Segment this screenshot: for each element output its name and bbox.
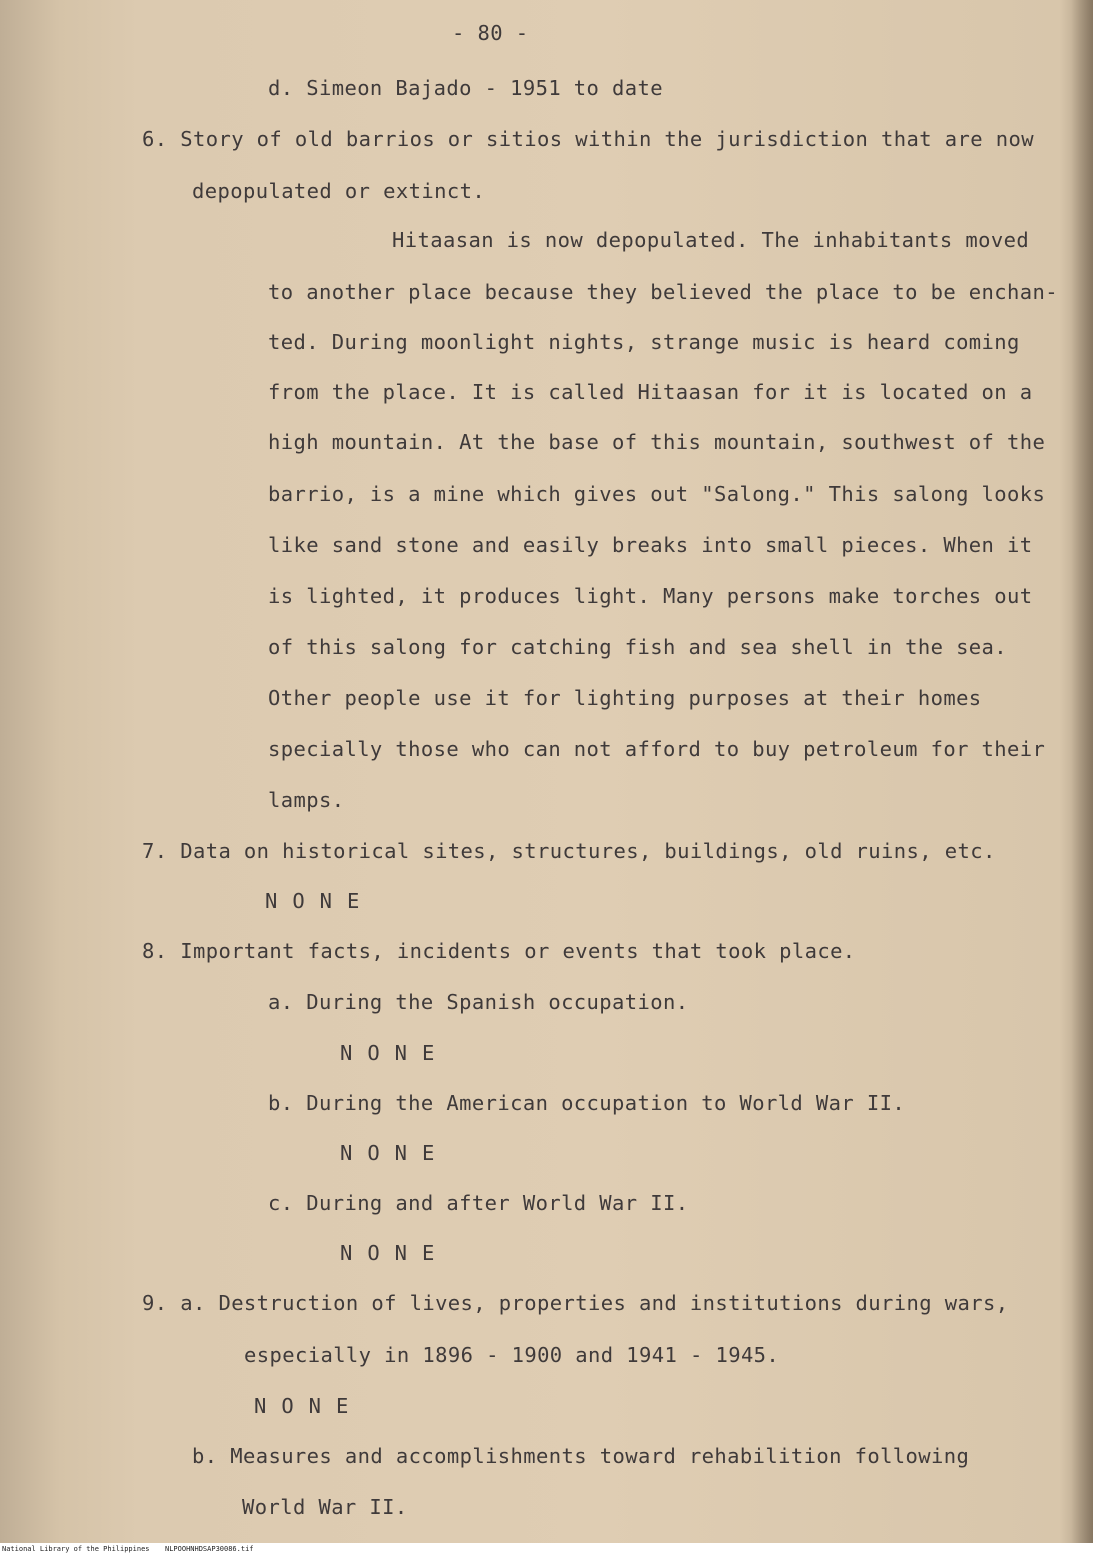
text-line: especially in 1896 - 1900 and 1941 - 1945. xyxy=(244,1343,780,1367)
text-line: 7. Data on historical sites, structures, buildings, old ruins, etc. xyxy=(142,839,996,863)
text-line: from the place. It is called Hitaasan for it is located on a xyxy=(268,380,1033,404)
text-line: barrio, is a mine which gives out "Salong." This salong looks xyxy=(268,482,1046,506)
none-text: NONE xyxy=(265,889,375,913)
text-line: b. During the American occupation to World War II. xyxy=(268,1091,906,1115)
text-line: d. Simeon Bajado - 1951 to date xyxy=(268,76,664,100)
none-text: NONE xyxy=(254,1394,364,1418)
text-line: b. Measures and accomplishments toward rehabilition following xyxy=(192,1444,970,1468)
text-line: is lighted, it produces light. Many persons make torches out xyxy=(268,584,1033,608)
text-line: to another place because they believed the place to be enchan- xyxy=(268,280,1059,304)
page-number: - 80 - xyxy=(452,21,529,45)
text-line: a. During the Spanish occupation. xyxy=(268,990,689,1014)
text-line: specially those who can not afford to buy petroleum for their xyxy=(268,737,1046,761)
text-line: Other people use it for lighting purposes at their homes xyxy=(268,686,982,710)
text-line: ted. During moonlight nights, strange music is heard coming xyxy=(268,330,1020,354)
text-line: like sand stone and easily breaks into small pieces. When it xyxy=(268,533,1033,557)
text-line: World War II. xyxy=(242,1495,408,1519)
text-line: lamps. xyxy=(268,788,345,812)
text-line: Hitaasan is now depopulated. The inhabitants moved xyxy=(392,228,1030,252)
archive-footer xyxy=(0,1543,1093,1555)
none-text: NONE xyxy=(340,1041,450,1065)
text-line: c. During and after World War II. xyxy=(268,1191,689,1215)
none-text: NONE xyxy=(340,1141,450,1165)
none-text: NONE xyxy=(340,1241,450,1265)
text-line: 6. Story of old barrios or sitios within the jurisdiction that are now xyxy=(142,127,1034,151)
footer-library: National Library of the Philippines xyxy=(2,1545,150,1553)
page-edge-shadow xyxy=(1071,0,1093,1555)
footer-file-id: NLPOOHNHDSAP30086.tif xyxy=(165,1545,254,1553)
text-line: of this salong for catching fish and sea shell in the sea. xyxy=(268,635,1008,659)
text-line: depopulated or extinct. xyxy=(192,179,486,203)
text-line: 8. Important facts, incidents or events that took place. xyxy=(142,939,856,963)
text-line: high mountain. At the base of this mountain, southwest of the xyxy=(268,430,1046,454)
text-line: 9. a. Destruction of lives, properties and institutions during wars, xyxy=(142,1291,1009,1315)
